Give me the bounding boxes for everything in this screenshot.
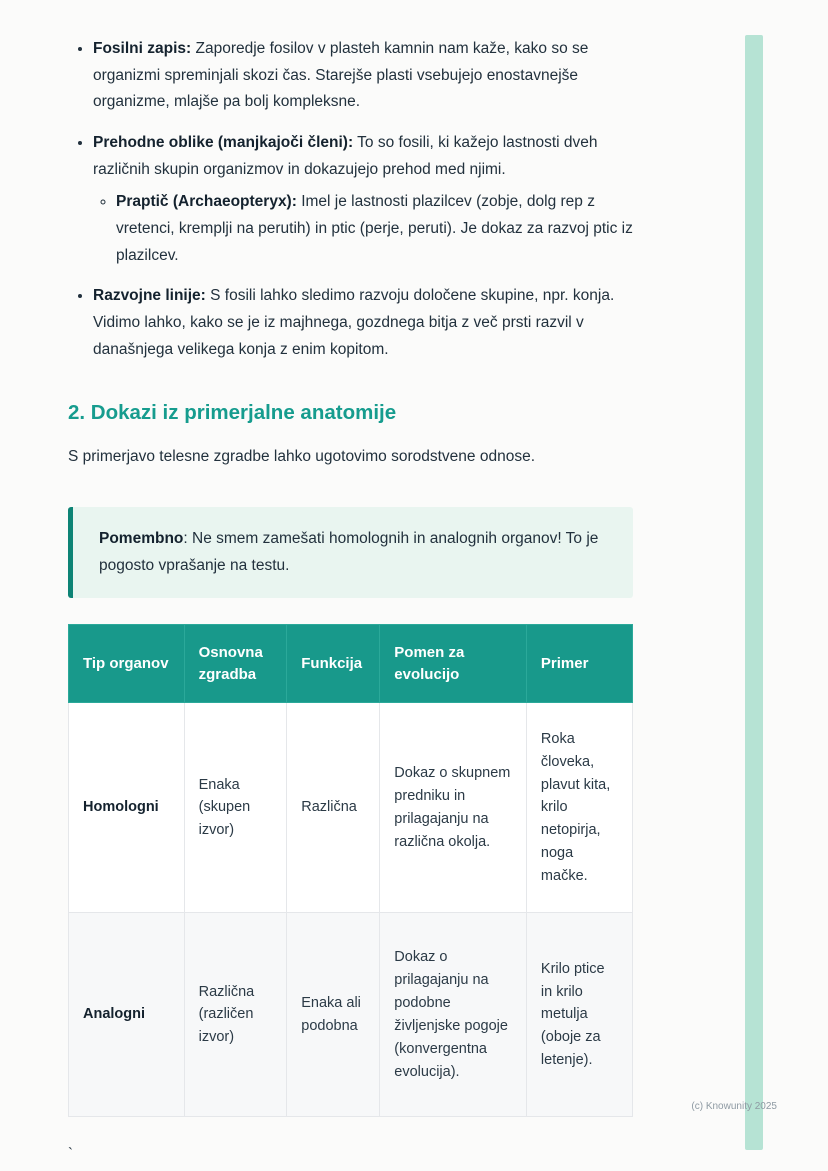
row-label-cell: Homologni [69, 703, 185, 913]
important-callout [68, 507, 633, 598]
table-header [69, 625, 633, 703]
table-body [69, 703, 633, 1117]
section-heading: 2. Dokazi iz primerjalne anatomije [68, 401, 397, 425]
term-text: S fosili lahko sledimo razvoju določene skupine, npr. konja. Vidimo lahko, kako se je iz majhnega, gozdnega bitja z več prsti razvil v današnjega velikega konja z enim kopitom. [93, 287, 615, 358]
comparison-table [68, 624, 633, 1117]
term-label: Prehodne oblike (manjkajoči členi): [93, 133, 354, 151]
table-row-analogni [69, 913, 633, 1117]
term-text: To so fosili, ki kažejo lastnosti dveh različnih skupin organizmov in dokazujejo prehod med njimi. [93, 133, 598, 178]
list-item-praptic [116, 189, 633, 269]
table-row-homologni [69, 703, 633, 913]
table-cell: Enaka (skupen izvor) [184, 703, 287, 913]
row-label-cell: Analogni [69, 913, 185, 1117]
stray-character: ` [68, 1145, 73, 1163]
table-cell: Enaka ali podobna [287, 913, 380, 1117]
bullet-list [68, 36, 633, 363]
copyright-notice: (c) Knowunity 2025 [691, 1101, 777, 1112]
term-label: Razvojne linije: [93, 287, 206, 305]
term-label: Praptič (Archaeopteryx): [116, 193, 297, 211]
table-cell: Roka človeka, plavut kita, krilo netopirja, noga mačke. [526, 703, 632, 913]
table-header-row [69, 625, 633, 703]
table-header-cell-osnovna-zgradba: Osnovna zgradba [184, 625, 287, 703]
term-text: Zaporedje fosilov v plasteh kamnin nam kaže, kako so se organizmi spreminjali skozi čas. Starejše plasti vsebujejo enostavnejše organizme, mlajše pa bolj kompleksne. [93, 40, 589, 111]
table-cell: Različna (različen izvor) [184, 913, 287, 1117]
sub-bullet-list [93, 189, 633, 269]
table-header-cell-primer: Primer [526, 625, 632, 703]
decorative-strip [745, 35, 763, 1150]
list-item-fosilni-zapis [93, 36, 633, 116]
table-header-cell-tip-organov: Tip organov [69, 625, 185, 703]
term-label: Fosilni zapis: [93, 40, 192, 57]
notes-content [68, 0, 633, 1167]
table-cell: Krilo ptice in krilo metulja (oboje za letenje). [526, 913, 632, 1117]
intro-paragraph: S primerjavo telesne zgradbe lahko ugotovimo sorodstvene odnose. [68, 448, 535, 466]
callout-text [99, 526, 607, 579]
table-cell: Dokaz o skupnem predniku in prilagajanju na različna okolja. [380, 703, 527, 913]
list-item-prehodne-oblike [93, 130, 633, 269]
table-cell: Različna [287, 703, 380, 913]
callout-label: Pomembno [99, 530, 184, 548]
callout-body: : Ne smem zamešati homolognih in analognih organov! To je pogosto vprašanje na testu. [99, 530, 599, 574]
table-cell: Dokaz o prilagajanju na podobne življenjske pogoje (konvergentna evolucija). [380, 913, 527, 1117]
table-header-cell-funkcija: Funkcija [287, 625, 380, 703]
table-header-cell-pomen-za-evolucijo: Pomen za evolucijo [380, 625, 527, 703]
term-text: Imel je lastnosti plazilcev (zobje, dolg rep z vretenci, kremplji na perutih) in ptic (perje, peruti). Je dokaz za razvoj ptic iz plazilcev. [116, 193, 633, 264]
list-item-razvojne-linije [93, 283, 633, 363]
